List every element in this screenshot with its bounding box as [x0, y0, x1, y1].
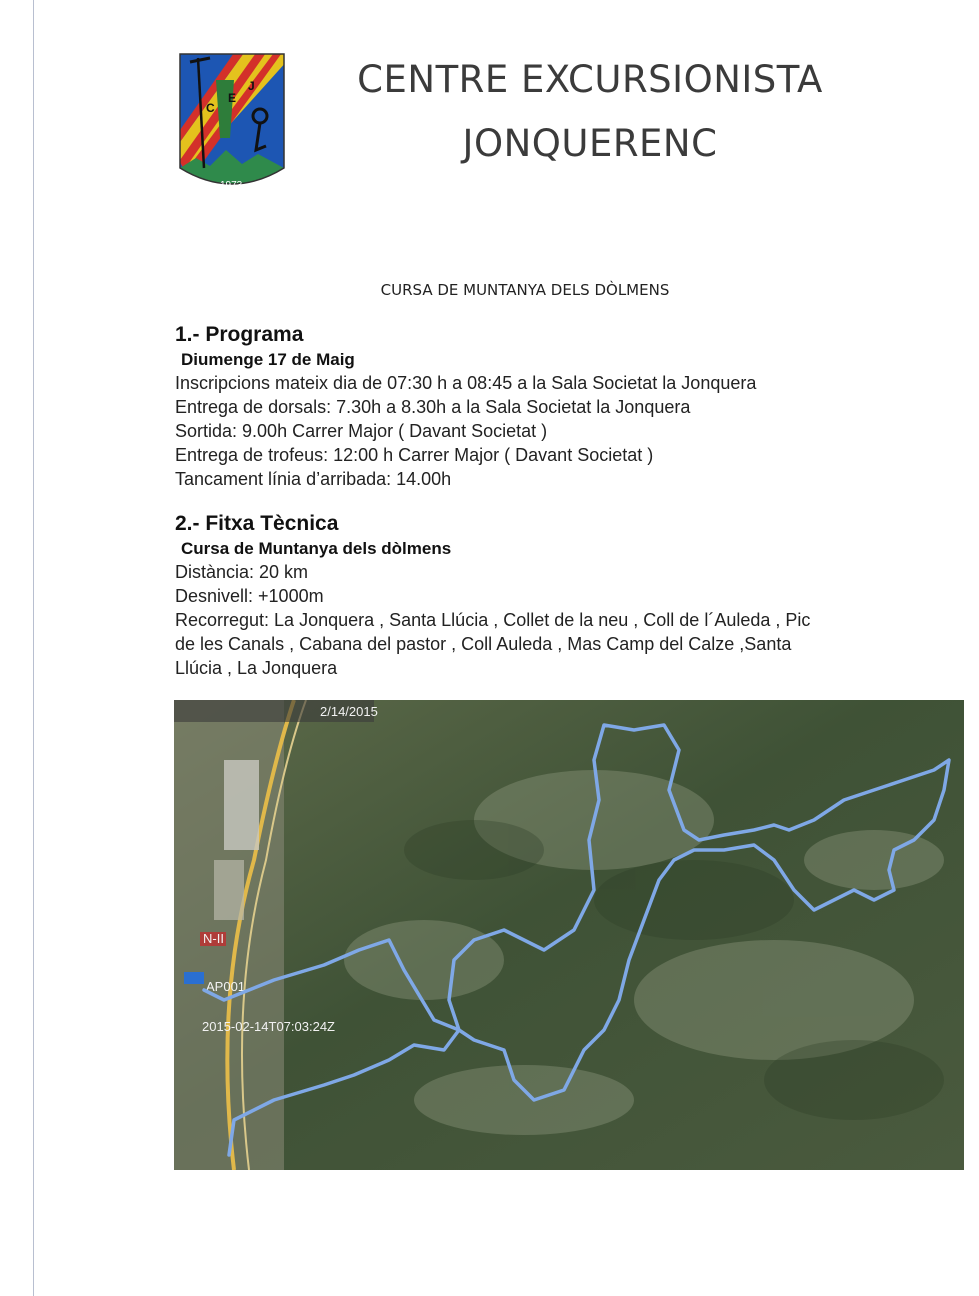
map-date-label: 2/14/2015	[320, 704, 378, 719]
map-waypoint-label: AP001	[206, 979, 246, 994]
technical-heading: 2.- Fitxa Tècnica	[175, 512, 339, 535]
page-edge-line	[33, 0, 34, 1296]
club-title-line2: JONQUERENC	[462, 122, 718, 165]
club-logo	[176, 50, 288, 200]
map-timestamp-label: 2015-02-14T07:03:24Z	[202, 1019, 335, 1034]
technical-subheading: Cursa de Muntanya dels dòlmens	[181, 539, 452, 558]
logo-letter-c: C	[206, 101, 215, 115]
technical-line: Llúcia , La Jonquera	[175, 658, 338, 678]
program-line: Entrega de dorsals: 7.30h a 8.30h a la Sala Societat la Jonquera	[175, 397, 691, 417]
waypoint-flag-icon	[184, 972, 204, 984]
technical-line: Desnivell: +1000m	[175, 586, 324, 606]
program-subheading: Diumenge 17 de Maig	[181, 350, 355, 369]
technical-line: Recorregut: La Jonquera , Santa Llúcia , Collet de la neu , Coll de l´Auleda , Pic	[175, 610, 811, 630]
logo-year: 1973	[220, 180, 243, 191]
technical-line: de les Canals , Cabana del pastor , Coll Auleda , Mas Camp del Calze ,Santa	[175, 634, 792, 654]
program-line: Inscripcions mateix dia de 07:30 h a 08:45 a la Sala Societat la Jonquera	[175, 373, 757, 393]
logo-letter-j: J	[248, 79, 255, 93]
logo-letter-e: E	[228, 91, 237, 105]
program-line: Tancament línia d’arribada: 14.00h	[175, 469, 452, 489]
club-title-line1: CENTRE EXCURSIONISTA	[357, 58, 823, 101]
technical-line: Distància: 20 km	[175, 562, 309, 582]
program-line: Sortida: 9.00h Carrer Major ( Davant Societat )	[175, 421, 548, 441]
route-map	[174, 700, 964, 1170]
map-road-label: N-II	[203, 931, 224, 946]
event-title: CURSA DE MUNTANYA DELS DÒLMENS	[380, 281, 670, 299]
program-heading: 1.- Programa	[175, 323, 304, 346]
program-line: Entrega de trofeus: 12:00 h Carrer Major ( Davant Societat )	[175, 445, 654, 465]
